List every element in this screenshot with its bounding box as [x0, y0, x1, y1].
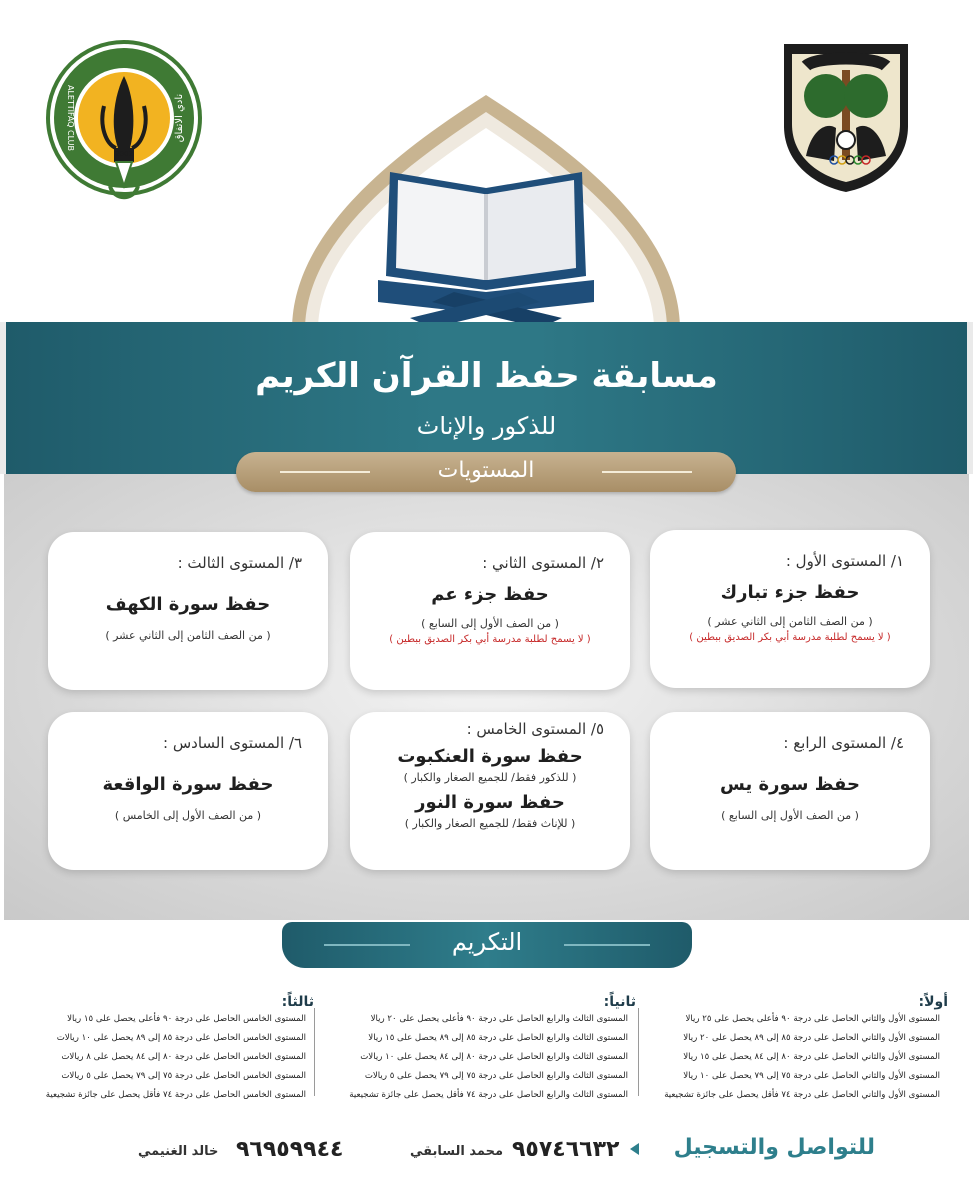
column-separator [638, 1008, 639, 1096]
level-label: ٣/ المستوى الثالث : [177, 554, 302, 572]
level-label: ٥/ المستوى الخامس : [466, 720, 604, 738]
honors-line: المستوى الثالث والرابع الحاصل على درجة ٨٠ إلى ٨٤ يحصل على ١٠ ريالات [360, 1052, 628, 1062]
honors-column-3 [14, 994, 314, 1105]
honors-line: المستوى الخامس الحاصل على درجة ٩٠ فأعلى يحصل على ١٥ ريالا [67, 1014, 306, 1024]
page-title: مسابقة حفظ القرآن الكريم [255, 356, 718, 396]
contact-label: للتواصل والتسجيل [673, 1135, 875, 1160]
level-card-5 [350, 712, 630, 870]
phone-number-2[interactable]: ٩٦٩٥٩٩٤٤ [236, 1137, 344, 1162]
level-surah: حفظ سورة الكهف [105, 594, 271, 615]
level-surah: حفظ سورة يس [720, 774, 860, 795]
level-warning: ( لا يسمح لطلبة مدرسة أبي بكر الصديق ببطين ) [389, 634, 591, 645]
level-note: ( من الصف الأول إلى السابع ) [721, 809, 859, 822]
honors-heading: التكريم [451, 928, 523, 956]
alettifaq-club-logo [44, 36, 206, 216]
honors-column-title: أولاً: [918, 994, 948, 1010]
svg-text:نادي الاتفاق: نادي الاتفاق [174, 93, 185, 143]
level-card-3 [48, 532, 328, 690]
arrow-left-icon [630, 1143, 639, 1155]
honors-column-title: ثانياً: [603, 994, 636, 1010]
honors-line: المستوى الثالث والرابع الحاصل على درجة ٧٤ فأقل يحصل على جائزة تشجيعية [349, 1090, 628, 1100]
quran-book-icon [372, 168, 600, 328]
honors-line: المستوى الخامس الحاصل على درجة ٨٥ إلى ٨٩ يحصل على ١٠ ريالات [56, 1033, 306, 1043]
honors-line: المستوى الأول والثاني الحاصل على درجة ٨٠ إلى ٨٤ يحصل على ١٥ ريالا [683, 1052, 940, 1062]
level-label: ١/ المستوى الأول : [785, 552, 904, 570]
column-separator [314, 1008, 315, 1096]
level-surah: حفظ جزء تبارك [720, 582, 860, 603]
honors-line: المستوى الأول والثاني الحاصل على درجة ٧٤ فأقل يحصل على جائزة تشجيعية [664, 1090, 940, 1100]
level-note: ( للذكور فقط/ للجميع الصغار والكبار ) [403, 771, 577, 784]
level-label: ٢/ المستوى الثاني : [482, 554, 604, 572]
level-surah: حفظ سورة العنكبوت [397, 746, 583, 767]
level-note-2: ( للإناث فقط/ للجميع الصغار والكبار ) [404, 817, 576, 830]
sports-club-shield-logo [776, 36, 916, 194]
honors-line: المستوى الخامس الحاصل على درجة ٨٠ إلى ٨٤ يحصل على ٨ ريالات [61, 1052, 306, 1062]
level-label: ٦/ المستوى السادس : [163, 734, 302, 752]
levels-heading-pill [236, 452, 736, 492]
level-note: ( من الصف الثامن إلى الثاني عشر ) [105, 629, 271, 642]
contact-name-1: محمد السابقي [410, 1144, 504, 1159]
honors-column-1 [648, 994, 948, 1105]
honors-line: المستوى الأول والثاني الحاصل على درجة ٩٠ فأعلى يحصل على ٢٥ ريالا [685, 1014, 940, 1024]
honors-column-2 [336, 994, 636, 1105]
level-card-4 [650, 712, 930, 870]
level-card-6 [48, 712, 328, 870]
contact-name-2: خالد الغنيمي [138, 1144, 219, 1159]
honors-line: المستوى الخامس الحاصل على درجة ٧٥ إلى ٧٩ يحصل على ٥ ريالات [61, 1071, 306, 1081]
level-surah-2: حفظ سورة النور [415, 792, 565, 813]
honors-heading-band [282, 922, 692, 968]
svg-text:2002: 2002 [115, 150, 133, 158]
honors-line: المستوى الخامس الحاصل على درجة ٧٤ فأقل يحصل على جائزة تشجيعية [45, 1090, 306, 1100]
level-card-2 [350, 532, 630, 690]
level-note: ( من الصف الأول إلى السابع ) [421, 617, 559, 630]
levels-area [4, 474, 969, 920]
level-warning: ( لا يسمح لطلبة مدرسة أبي بكر الصديق ببطين ) [689, 632, 891, 643]
page-subtitle: للذكور والإناث [416, 412, 557, 440]
honors-line: المستوى الأول والثاني الحاصل على درجة ٨٥ إلى ٨٩ يحصل على ٢٠ ريالا [683, 1033, 940, 1043]
honors-line: المستوى الأول والثاني الحاصل على درجة ٧٥ إلى ٧٩ يحصل على ١٠ ريالا [683, 1071, 940, 1081]
level-label: ٤/ المستوى الرابع : [783, 734, 904, 752]
honors-line: المستوى الثالث والرابع الحاصل على درجة ٩٠ فأعلى يحصل على ٢٠ ريالا [370, 1014, 628, 1024]
honors-line: المستوى الثالث والرابع الحاصل على درجة ٨٥ إلى ٨٩ يحصل على ١٥ ريالا [368, 1033, 628, 1043]
honors-column-title: ثالثاً: [281, 994, 314, 1010]
level-note: ( من الصف الأول إلى الخامس ) [114, 809, 262, 822]
honors-line: المستوى الثالث والرابع الحاصل على درجة ٧٥ إلى ٧٩ يحصل على ٥ ريالات [364, 1071, 628, 1081]
levels-heading: المستويات [437, 458, 535, 483]
phone-number-1[interactable]: ٩٥٧٤٦٦٣٢ [512, 1137, 620, 1162]
svg-text:ALETTIFAQ CLUB: ALETTIFAQ CLUB [66, 84, 75, 152]
level-note: ( من الصف الثامن إلى الثاني عشر ) [707, 615, 873, 628]
level-surah: حفظ جزء عم [431, 584, 549, 605]
level-surah: حفظ سورة الواقعة [102, 774, 274, 795]
level-card-1 [650, 530, 930, 688]
